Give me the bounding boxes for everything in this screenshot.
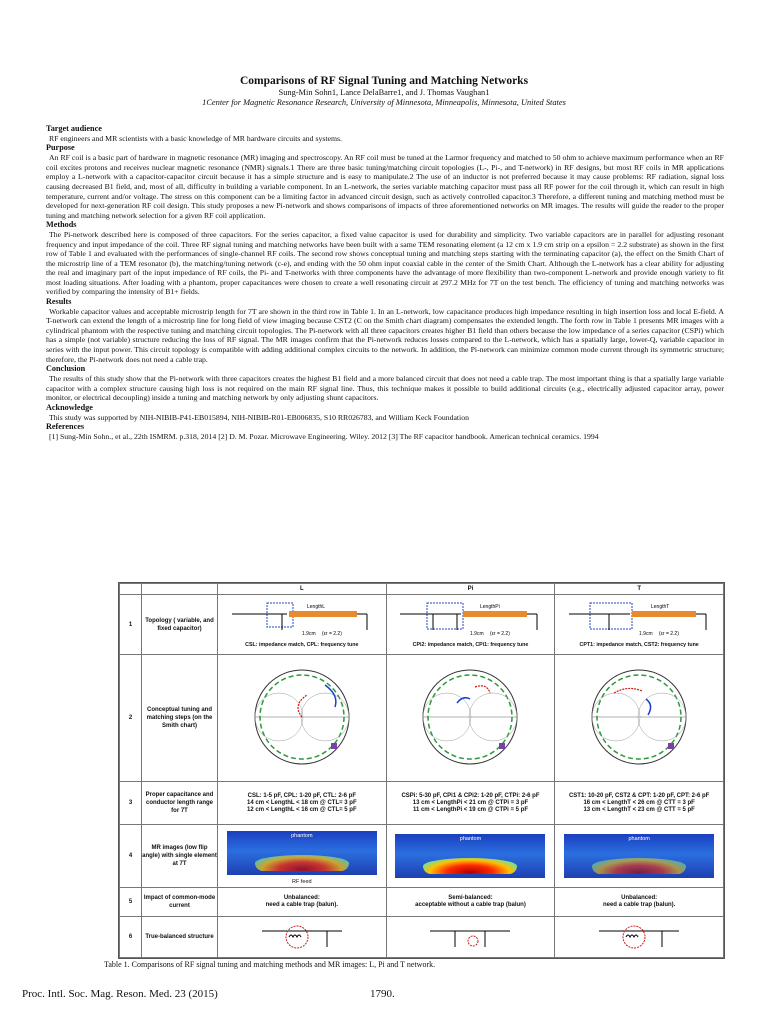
- balun-schematic-icon: [257, 921, 347, 951]
- smith-l: [218, 655, 387, 781]
- topology-t: [555, 595, 724, 655]
- ack-heading: Acknowledge: [46, 402, 93, 412]
- range-pi: [386, 781, 555, 825]
- balanced-t: [555, 916, 724, 957]
- topology-pi-schematic-icon: [395, 600, 545, 640]
- strip-label: 1.9cm: [470, 631, 485, 638]
- smith-t: [555, 655, 724, 781]
- common-mode-t: [555, 887, 724, 916]
- row-number: 3: [120, 781, 142, 825]
- length-label: LengthL: [306, 604, 325, 611]
- rf-feed-label: RF feed: [292, 878, 312, 885]
- b1-hotspot: [255, 855, 349, 871]
- topology-l-schematic-icon: [227, 600, 377, 640]
- range-line: CSPi: 5-30 pF, CPi1 & CPi2: 1-20 pF, CTPi: 2-6 pF: [401, 792, 540, 799]
- range-line: 11 cm < LengthPi < 19 cm @ CTPi = 5 pF: [412, 806, 529, 813]
- range-t: [555, 781, 724, 825]
- range-line: 13 cm < LengthPi < 21 cm @ CTPi = 3 pF: [412, 799, 529, 806]
- row-number: 5: [120, 887, 142, 916]
- smith-pi: [386, 655, 555, 781]
- common-mode-line: need a cable trap (balun).: [602, 901, 676, 908]
- abstract-body: [46, 124, 724, 442]
- row-number: 1: [120, 595, 142, 655]
- smith-chart-icon: [247, 665, 357, 769]
- comparison-table: [119, 583, 724, 958]
- purpose-heading: Purpose: [46, 143, 75, 153]
- phantom-label: phantom: [291, 832, 313, 839]
- length-label: LengthPi: [480, 604, 501, 611]
- mr-image: [564, 834, 714, 878]
- methods-heading: Methods: [46, 220, 77, 230]
- common-mode-line: need a cable trap (balun).: [265, 901, 338, 908]
- balun-schematic-icon: [425, 921, 515, 951]
- mr-image: [395, 834, 545, 878]
- footer-page-number: 1790.: [370, 988, 395, 1000]
- topology-note: CPi2: impedance match, CPi1: frequency tune: [412, 642, 529, 649]
- row-label: MR images (low flip angle) with single element at 7T: [142, 825, 218, 887]
- common-mode-line: acceptable without a cable trap (balun): [415, 901, 526, 908]
- balanced-l: [218, 916, 387, 957]
- col-header-t: T: [555, 584, 724, 595]
- row-label: True-balanced structure: [142, 916, 218, 957]
- phantom-label: phantom: [628, 835, 650, 842]
- range-line: 12 cm < LengthL < 16 cm @ CTL= 5 pF: [247, 806, 357, 813]
- balun-schematic-icon: [594, 921, 684, 951]
- topology-pi: [386, 595, 555, 655]
- col-header-pi: Pi: [386, 584, 555, 595]
- topology-note: CSL: impedance match, CPL: frequency tune: [245, 642, 359, 649]
- footer-journal: Proc. Intl. Soc. Mag. Reson. Med. 23 (2015): [22, 988, 218, 1000]
- range-line: 13 cm < LengthT < 23 cm @ CTT = 5 pF: [583, 806, 695, 813]
- eps-label: (εr = 2.2): [490, 631, 511, 638]
- strip-label: 1.9cm: [301, 631, 316, 638]
- common-mode-pi: [386, 887, 555, 916]
- eps-label: (εr = 2.2): [659, 631, 680, 638]
- table-caption: Table 1. Comparisons of RF signal tuning and matching methods and MR images: L, Pi and T network.: [104, 960, 436, 969]
- common-mode-line: Unbalanced:: [621, 894, 658, 901]
- topology-note: CPT1: impedance match, CST2: frequency tune: [579, 642, 699, 649]
- topology-t-schematic-icon: [564, 600, 714, 640]
- range-line: 16 cm < LengthT < 26 cm @ CTT = 3 pF: [583, 799, 695, 806]
- ref-heading: References: [46, 422, 85, 432]
- length-label: LengthT: [651, 604, 670, 611]
- mr-image-pi: [386, 825, 555, 887]
- common-mode-line: Semi-balanced:: [448, 894, 493, 901]
- ref-text: [1] Sung-Min Sohn., et al., 22th ISMRM. p.318, 2014 [2] D. M. Pozar. Microwave Engineering. Wiley. 2012 [3] The RF capacitor handbook. American technical ceramics. 1994: [49, 432, 599, 442]
- range-line: CST1: 10-20 pF, CST2 & CPT: 1-20 pF, CPT: 2-6 pF: [568, 792, 710, 799]
- purpose-text: An RF coil is a basic part of hardware in magnetic resonance (MR) imaging and spectroscopy. An RF coil must be tuned at the Larmor frequency and matched to 50 ohm to achieve maximum performance when an RF coil excites protons and receives nuclear magnetic resonance (NMR) signals.1 There are three basic tuning/matching circuit topologies (L-, Pi-, and T-network) in RF designs, but most RF coils in MR applications employ a L-network with a capacitor-capacitor circuit because it has a simple structure and is easy to manipulate.2 The use of an inductor is not preferred because it may cause problems: RF radiation, signal loss causing decreased B1 field, and, most of all, difficulty in building a variable component. In an L-network, the series variable matching capacitor must pass all RF power for the coil through it, which can result in high temperature, current and/or voltage. The stress on this component can be a limiting factor in advanced circuit design, such as actively controlled capacitor.3 Therefore, a different tuning and matching method must be developed for next-generation RF coil design. This study proposes a new Pi-network and shows comparisons of impacts of three aforementioned networks on MR images. The results will guide the reader to the proper tuning and matching network selection for a given RF coil application.: [46, 153, 724, 220]
- paper-authors: Sung-Min Sohn1, Lance DelaBarre1, and J. Thomas Vaughan1: [278, 88, 490, 97]
- methods-text: The Pi-network described here is composed of three capacitors. For the series capacitor, a fixed value capacitor is used for durability and simplicity. Two variable capacitors are in parallel for adjusting resonant frequency and input impedance of the coil. Three RF signal tuning and matching networks have been built with a same TEM resonating element (a 12 cm x 1.9 cm strip on a epsilon = 2.2 substrate) as shown in the first row of Table 1 and evaluated with the performances of single-channel RF coils. The second row shows conceptual tuning and matching steps starting with the terminating capacitor (a), the effect on the Smith Chart of the microstrip line of a TEM resonator (b), the matching/tuning network (c-e), and ending with the 50 ohm input coaxial cable in the center of the Smith Chart. Although the L-network has a clear ability for adjusting the real and imaginary part of the input impedance of RF coils, the Pi- and T-networks with three components have the advantage of more flexibility than two-component L-network and provide enough variety to fit most loading situations. After loading with a phantom, proper capacitances were chosen to create a well resonating circuit at 297.2 MHz for 7T on the test bench. The efficiency of tuning and matching networks was verified by comparing the intensity of B1+ fields.: [46, 230, 724, 297]
- range-line: CSL: 1-5 pF, CPL: 1-20 pF, CTL: 2-6 pF: [247, 792, 356, 799]
- b1-hotspot: [423, 858, 517, 874]
- row-label: Topology ( variable, and fixed capacitor): [142, 595, 218, 655]
- table-figure: [118, 582, 725, 959]
- results-text: Workable capacitor values and acceptable microstrip length for 7T are shown in the third row in Table 1. In an L-network, low capacitance produces high impedance resulting in high insertion loss and local E-field. A T-network can extend the length of a microstrip line for long field of view imaging because CST2 (C on the Smith chart diagram) compensates the extended length. The forth row in Table 1 presents MR images with a cylindrical phantom with the respective tuning and matching circuit topologies. The Pi-network with all three capacitors creates higher B1 field than others because the low impedance of a series capacitor (CSPi) which has a simple (not variable) structure reducing the loss of RF signal. The MR images confirm that the Pi-network reduces losses compared to the L-network, which has a spatially large, lower-Q, variable capacitor in series with the input power. This circuit topology is compatible with adding additional complex circuits to the network. In addition, the Pi-network can minimize common mode current through its symmetric structure; therefore, the Pi-network does not need a cable trap.: [46, 306, 724, 364]
- phantom-label: phantom: [459, 835, 482, 842]
- common-mode-l: [218, 887, 387, 916]
- smith-chart-icon: [584, 665, 694, 769]
- topology-l: [218, 595, 387, 655]
- corner-cell: [120, 584, 142, 595]
- eps-label: (εr = 2.2): [321, 631, 342, 638]
- target-text: RF engineers and MR scientists with a basic knowledge of MR hardware circuits and systems.: [49, 133, 342, 143]
- row-number: 6: [120, 916, 142, 957]
- row-label: Conceptual tuning and matching steps (on the Smith chart): [142, 655, 218, 781]
- col-header-l: L: [218, 584, 387, 595]
- strip-label: 1.9cm: [639, 631, 653, 638]
- conclusion-heading: Conclusion: [46, 364, 86, 374]
- mr-image-l: [218, 825, 387, 887]
- paper-title: Comparisons of RF Signal Tuning and Matching Networks: [239, 75, 529, 87]
- b1-hotspot: [592, 858, 686, 874]
- paper-affiliation: 1Center for Magnetic Resonance Research, University of Minnesota, Minneapolis, Minnesota, United States: [202, 98, 566, 107]
- ack-text: This study was supported by NIH-NIBIB-P41-EB015894, NIH-NIBIB-R01-EB006835, S10 RR026783, and William Keck Foundation: [49, 412, 469, 422]
- smith-chart-icon: [415, 665, 525, 769]
- mr-image-t: [555, 825, 724, 887]
- target-heading: Target audience: [46, 124, 102, 133]
- mr-image: [227, 831, 377, 875]
- row-label: Proper capacitance and conductor length range for 7T: [142, 781, 218, 825]
- conclusion-text: The results of this study show that the Pi-network with three capacitors creates the highest B1 field and a more balanced circuit that does not need a cable trap. The most important thing is that a spatially large variable capacitor with a complex structure causing high loss is not required on the main RF signal line. Thus, this technique makes it possible to build additional circuits (e.g., electrically adjusted capacitor array, power monitor, or electrical decoupling) inside a tuning and matching network by only adjusting shunt capacitors.: [46, 374, 724, 403]
- common-mode-line: Unbalanced:: [283, 894, 320, 901]
- range-l: [218, 781, 387, 825]
- range-line: 14 cm < LengthL < 18 cm @ CTL= 3 pF: [247, 799, 357, 806]
- corner-cell: [142, 584, 218, 595]
- results-heading: Results: [46, 296, 72, 306]
- row-number: 4: [120, 825, 142, 887]
- row-number: 2: [120, 655, 142, 781]
- balanced-pi: [386, 916, 555, 957]
- row-label: Impact of common-mode current: [142, 887, 218, 916]
